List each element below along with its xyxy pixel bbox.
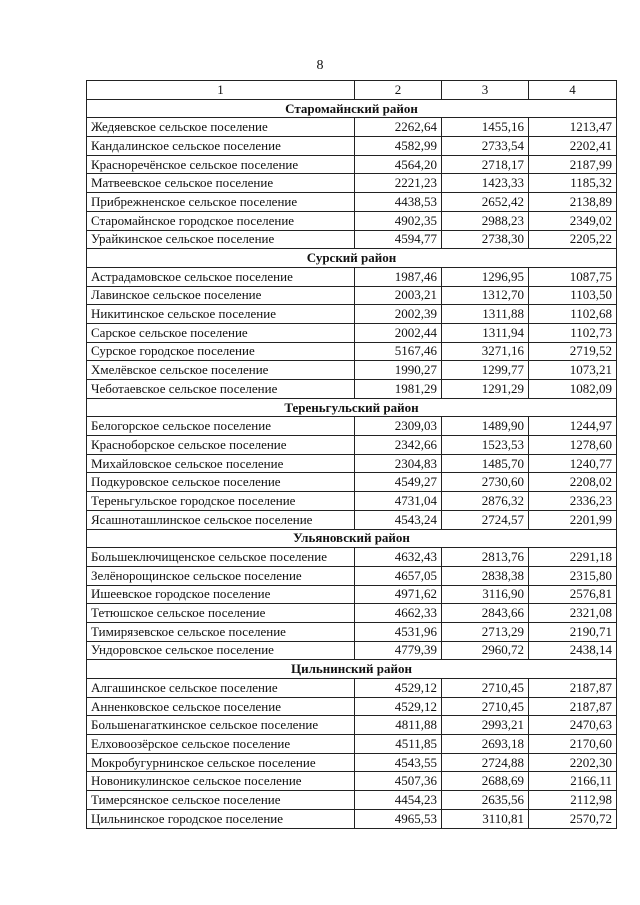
column-number-cell: 3 <box>442 81 529 100</box>
table-row <box>87 622 617 641</box>
settlement-name: Тимерсянское сельское поселение <box>87 791 355 810</box>
settlement-name: Ишеевское городское поселение <box>87 585 355 604</box>
value-cell-col2: 4543,24 <box>355 510 442 529</box>
column-number-cell: 1 <box>87 81 355 100</box>
value-cell-col3: 2993,21 <box>442 716 529 735</box>
table-row <box>87 267 617 286</box>
value-cell-col4: 2138,89 <box>529 193 617 212</box>
value-cell-col4: 2187,87 <box>529 697 617 716</box>
settlement-name: Цильнинское городское поселение <box>87 809 355 828</box>
table-row <box>87 211 617 230</box>
settlement-name: Елховоозёрское сельское поселение <box>87 735 355 754</box>
value-cell-col2: 4511,85 <box>355 735 442 754</box>
value-cell-col2: 4902,35 <box>355 211 442 230</box>
value-cell-col4: 2190,71 <box>529 622 617 641</box>
value-cell-col4: 2187,99 <box>529 155 617 174</box>
value-cell-col2: 4531,96 <box>355 622 442 641</box>
table-row <box>87 342 617 361</box>
value-cell-col4: 2205,22 <box>529 230 617 249</box>
settlements-table <box>86 80 617 829</box>
table-row <box>87 510 617 529</box>
value-cell-col2: 2221,23 <box>355 174 442 193</box>
table-row <box>87 118 617 137</box>
value-cell-col4: 2336,23 <box>529 492 617 511</box>
value-cell-col4: 2470,63 <box>529 716 617 735</box>
value-cell-col3: 2635,56 <box>442 791 529 810</box>
table-row <box>87 679 617 698</box>
table-row <box>87 753 617 772</box>
value-cell-col3: 1455,16 <box>442 118 529 137</box>
value-cell-col4: 2291,18 <box>529 548 617 567</box>
value-cell-col3: 3110,81 <box>442 809 529 828</box>
value-cell-col2: 2309,03 <box>355 417 442 436</box>
value-cell-col3: 3271,16 <box>442 342 529 361</box>
value-cell-col2: 1981,29 <box>355 380 442 399</box>
settlement-name: Кандалинское сельское поселение <box>87 137 355 156</box>
value-cell-col2: 1990,27 <box>355 361 442 380</box>
table-row <box>87 809 617 828</box>
value-cell-col2: 2304,83 <box>355 454 442 473</box>
value-cell-col2: 4657,05 <box>355 566 442 585</box>
value-cell-col2: 4965,53 <box>355 809 442 828</box>
value-cell-col2: 4543,55 <box>355 753 442 772</box>
settlement-name: Прибрежненское сельское поселение <box>87 193 355 212</box>
column-number-cell: 2 <box>355 81 442 100</box>
table-row <box>87 323 617 342</box>
table-row <box>87 174 617 193</box>
value-cell-col2: 4662,33 <box>355 604 442 623</box>
value-cell-col4: 2202,30 <box>529 753 617 772</box>
value-cell-col4: 1240,77 <box>529 454 617 473</box>
value-cell-col2: 2003,21 <box>355 286 442 305</box>
value-cell-col2: 4632,43 <box>355 548 442 567</box>
value-cell-col4: 2719,52 <box>529 342 617 361</box>
value-cell-col3: 2738,30 <box>442 230 529 249</box>
settlement-name: Михайловское сельское поселение <box>87 454 355 473</box>
value-cell-col2: 4454,23 <box>355 791 442 810</box>
district-name: Ульяновский район <box>87 529 617 548</box>
value-cell-col4: 2321,08 <box>529 604 617 623</box>
value-cell-col4: 1102,68 <box>529 305 617 324</box>
table-row <box>87 380 617 399</box>
settlement-name: Красноречёнское сельское поселение <box>87 155 355 174</box>
settlement-name: Ундоровское сельское поселение <box>87 641 355 660</box>
value-cell-col3: 2730,60 <box>442 473 529 492</box>
value-cell-col2: 2262,64 <box>355 118 442 137</box>
district-heading-row <box>87 660 617 679</box>
column-number-cell: 4 <box>529 81 617 100</box>
value-cell-col4: 1082,09 <box>529 380 617 399</box>
value-cell-col2: 4731,04 <box>355 492 442 511</box>
value-cell-col2: 4438,53 <box>355 193 442 212</box>
value-cell-col3: 1311,94 <box>442 323 529 342</box>
value-cell-col3: 2710,45 <box>442 697 529 716</box>
settlement-name: Подкуровское сельское поселение <box>87 473 355 492</box>
value-cell-col4: 1087,75 <box>529 267 617 286</box>
value-cell-col2: 4564,20 <box>355 155 442 174</box>
value-cell-col4: 2202,41 <box>529 137 617 156</box>
value-cell-col3: 1312,70 <box>442 286 529 305</box>
table-row <box>87 454 617 473</box>
value-cell-col3: 1296,95 <box>442 267 529 286</box>
value-cell-col4: 1213,47 <box>529 118 617 137</box>
value-cell-col3: 3116,90 <box>442 585 529 604</box>
value-cell-col2: 4549,27 <box>355 473 442 492</box>
settlement-name: Астрадамовское сельское поселение <box>87 267 355 286</box>
table-row <box>87 286 617 305</box>
settlement-name: Красноборское сельское поселение <box>87 436 355 455</box>
value-cell-col4: 1185,32 <box>529 174 617 193</box>
value-cell-col2: 4811,88 <box>355 716 442 735</box>
settlement-name: Мокробугурнинское сельское поселение <box>87 753 355 772</box>
table-row <box>87 230 617 249</box>
district-heading-row <box>87 99 617 118</box>
table-row <box>87 716 617 735</box>
value-cell-col3: 2843,66 <box>442 604 529 623</box>
district-heading-row <box>87 249 617 268</box>
value-cell-col4: 2208,02 <box>529 473 617 492</box>
value-cell-col3: 2688,69 <box>442 772 529 791</box>
table-row <box>87 436 617 455</box>
district-name: Цильнинский район <box>87 660 617 679</box>
table-row <box>87 492 617 511</box>
value-cell-col3: 2713,29 <box>442 622 529 641</box>
value-cell-col2: 4529,12 <box>355 697 442 716</box>
value-cell-col2: 2002,44 <box>355 323 442 342</box>
settlement-name: Алгашинское сельское поселение <box>87 679 355 698</box>
value-cell-col2: 2002,39 <box>355 305 442 324</box>
value-cell-col4: 2187,87 <box>529 679 617 698</box>
value-cell-col3: 2710,45 <box>442 679 529 698</box>
district-name: Сурский район <box>87 249 617 268</box>
value-cell-col4: 2315,80 <box>529 566 617 585</box>
value-cell-col4: 2570,72 <box>529 809 617 828</box>
settlement-name: Ясашноташлинское сельское поселение <box>87 510 355 529</box>
page-number: 8 <box>316 58 324 73</box>
value-cell-col4: 1102,73 <box>529 323 617 342</box>
value-cell-col4: 2170,60 <box>529 735 617 754</box>
district-name: Тереньгульский район <box>87 398 617 417</box>
value-cell-col3: 1485,70 <box>442 454 529 473</box>
table-row <box>87 566 617 585</box>
table-row <box>87 548 617 567</box>
settlement-name: Белогорское сельское поселение <box>87 417 355 436</box>
value-cell-col2: 4507,36 <box>355 772 442 791</box>
value-cell-col3: 2838,38 <box>442 566 529 585</box>
value-cell-col4: 1103,50 <box>529 286 617 305</box>
settlement-name: Лавинское сельское поселение <box>87 286 355 305</box>
settlement-name: Зелёнорощинское сельское поселение <box>87 566 355 585</box>
table-row <box>87 473 617 492</box>
settlement-name: Большеключищенское сельское поселение <box>87 548 355 567</box>
settlement-name: Тимирязевское сельское поселение <box>87 622 355 641</box>
value-cell-col3: 2652,42 <box>442 193 529 212</box>
value-cell-col3: 1523,53 <box>442 436 529 455</box>
settlement-name: Новоникулинское сельское поселение <box>87 772 355 791</box>
settlement-name: Сурское городское поселение <box>87 342 355 361</box>
settlement-name: Сарское сельское поселение <box>87 323 355 342</box>
table-row <box>87 137 617 156</box>
value-cell-col4: 2438,14 <box>529 641 617 660</box>
settlement-name: Никитинское сельское поселение <box>87 305 355 324</box>
value-cell-col2: 1987,46 <box>355 267 442 286</box>
value-cell-col4: 1278,60 <box>529 436 617 455</box>
value-cell-col2: 4779,39 <box>355 641 442 660</box>
value-cell-col3: 2988,23 <box>442 211 529 230</box>
value-cell-col3: 1423,33 <box>442 174 529 193</box>
value-cell-col3: 1489,90 <box>442 417 529 436</box>
value-cell-col2: 5167,46 <box>355 342 442 361</box>
table-row <box>87 155 617 174</box>
value-cell-col4: 2166,11 <box>529 772 617 791</box>
settlement-name: Матвеевское сельское поселение <box>87 174 355 193</box>
value-cell-col3: 2693,18 <box>442 735 529 754</box>
table-row <box>87 417 617 436</box>
table-row <box>87 305 617 324</box>
settlement-name: Большенагаткинское сельское поселение <box>87 716 355 735</box>
value-cell-col4: 2349,02 <box>529 211 617 230</box>
value-cell-col2: 4529,12 <box>355 679 442 698</box>
district-heading-row <box>87 398 617 417</box>
value-cell-col3: 1291,29 <box>442 380 529 399</box>
settlement-name: Тетюшское сельское поселение <box>87 604 355 623</box>
settlement-name: Старомайнское городское поселение <box>87 211 355 230</box>
table-row <box>87 361 617 380</box>
table-row <box>87 772 617 791</box>
value-cell-col3: 2724,57 <box>442 510 529 529</box>
value-cell-col2: 4594,77 <box>355 230 442 249</box>
table-row <box>87 697 617 716</box>
value-cell-col3: 2876,32 <box>442 492 529 511</box>
value-cell-col3: 1299,77 <box>442 361 529 380</box>
value-cell-col4: 1244,97 <box>529 417 617 436</box>
table-row <box>87 193 617 212</box>
table-row <box>87 604 617 623</box>
value-cell-col3: 2724,88 <box>442 753 529 772</box>
value-cell-col3: 2960,72 <box>442 641 529 660</box>
district-name: Старомайнский район <box>87 99 617 118</box>
value-cell-col3: 1311,88 <box>442 305 529 324</box>
table-row <box>87 585 617 604</box>
value-cell-col2: 2342,66 <box>355 436 442 455</box>
settlement-name: Урайкинское сельское поселение <box>87 230 355 249</box>
value-cell-col4: 2576,81 <box>529 585 617 604</box>
value-cell-col4: 2201,99 <box>529 510 617 529</box>
settlement-name: Хмелёвское сельское поселение <box>87 361 355 380</box>
settlement-name: Анненковское сельское поселение <box>87 697 355 716</box>
value-cell-col3: 2718,17 <box>442 155 529 174</box>
table-row <box>87 735 617 754</box>
value-cell-col4: 2112,98 <box>529 791 617 810</box>
value-cell-col2: 4971,62 <box>355 585 442 604</box>
district-heading-row <box>87 529 617 548</box>
value-cell-col2: 4582,99 <box>355 137 442 156</box>
table-row <box>87 791 617 810</box>
value-cell-col3: 2733,54 <box>442 137 529 156</box>
settlement-name: Тереньгульское городское поселение <box>87 492 355 511</box>
value-cell-col4: 1073,21 <box>529 361 617 380</box>
column-number-row <box>87 81 617 100</box>
value-cell-col3: 2813,76 <box>442 548 529 567</box>
settlement-name: Жедяевское сельское поселение <box>87 118 355 137</box>
table-row <box>87 641 617 660</box>
settlement-name: Чеботаевское сельское поселение <box>87 380 355 399</box>
